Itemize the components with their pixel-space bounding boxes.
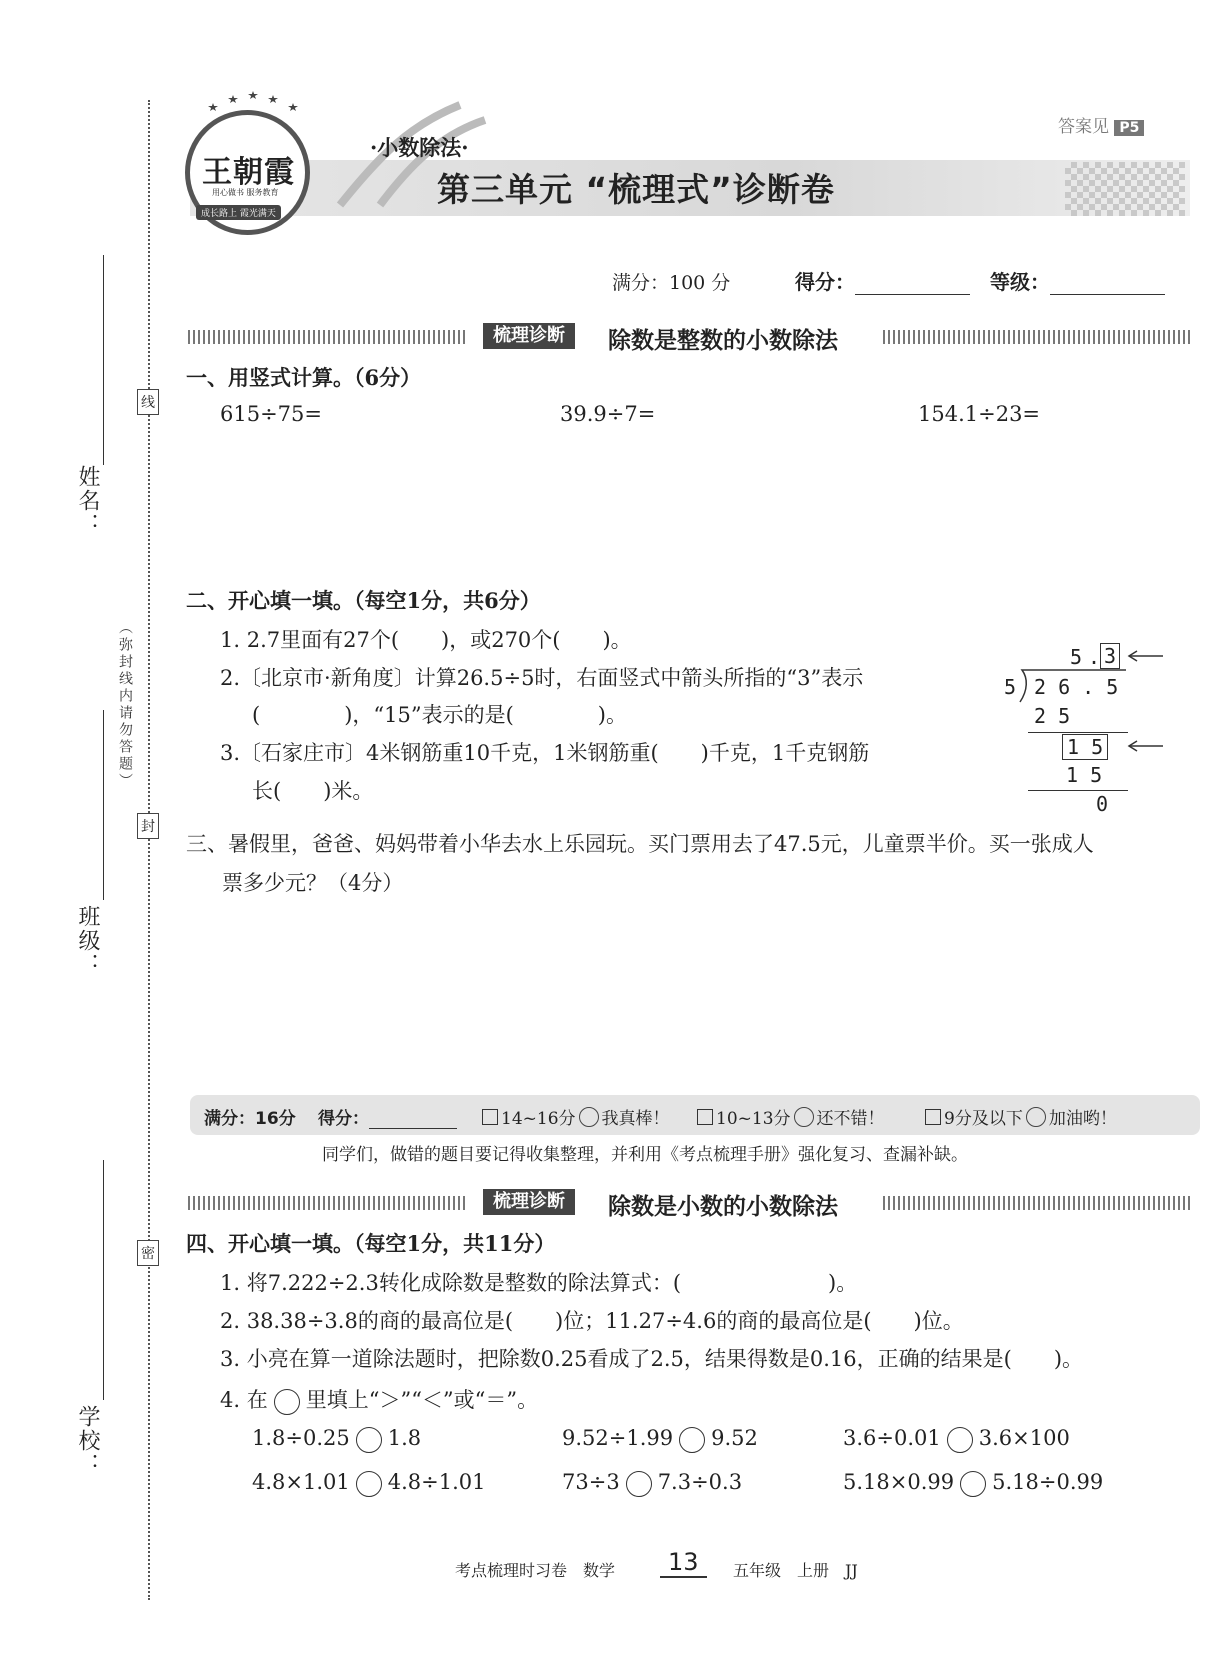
compare-6-left: 5.18×0.99	[843, 1470, 955, 1494]
band-option-1	[482, 1104, 670, 1129]
section2-tag: 梳理诊断	[483, 1189, 575, 1215]
logo-text: 王朝霞	[202, 155, 295, 190]
answer-ref	[1058, 112, 1144, 137]
q2-line-1: 1. 2.7里面有27个( )，或270个( )。	[220, 628, 632, 652]
q4-line-3: 3. 小亮在算一道除法题时，把除数0.25看成了2.5，结果得数是0.16，正确的结果是( )。	[220, 1347, 1084, 1371]
ld-quotient-dot: .	[1088, 645, 1101, 669]
logo-sub1: 用心做书 服务教育	[212, 188, 279, 197]
name-label: 姓名：	[75, 465, 100, 537]
seal-char-seal: 封	[137, 813, 159, 839]
section2-title: 除数是小数的小数除法	[608, 1194, 838, 1220]
band-option-2	[697, 1104, 885, 1129]
section2-ticks-right	[883, 1196, 1193, 1210]
seal-char-line: 线	[137, 389, 159, 415]
checkbox-2[interactable]	[697, 1109, 713, 1125]
compare-4-right: 4.8÷1.01	[387, 1470, 486, 1494]
ld-step1: 2 5	[1034, 704, 1071, 728]
brand-logo	[185, 110, 310, 235]
compare-1-right: 1.8	[387, 1426, 422, 1450]
compare-3-right: 3.6×100	[978, 1426, 1070, 1450]
footer-right: 五年级 上册 JJ	[733, 1561, 858, 1580]
band-opt2-range: 10~13分	[716, 1109, 791, 1129]
ld-remainder: 0	[1096, 792, 1109, 816]
section1-score-band	[190, 1095, 1200, 1135]
band-option-3	[925, 1104, 1117, 1129]
checkbox-3[interactable]	[925, 1109, 941, 1125]
page-title: 第三单元 “梳理式”诊断卷	[437, 170, 835, 209]
compare-2-circle[interactable]	[679, 1427, 705, 1453]
band-score-text: 得分：	[318, 1109, 369, 1129]
seal-char-secret: 密	[137, 1240, 159, 1266]
score-blank[interactable]	[855, 272, 970, 295]
grade-label	[990, 266, 1165, 295]
compare-3-circle[interactable]	[947, 1427, 973, 1453]
compare-6-right: 5.18÷0.99	[992, 1470, 1104, 1494]
name-blank-line	[103, 255, 104, 465]
compare-3-left: 3.6÷0.01	[843, 1426, 941, 1450]
band-score-blank[interactable]	[369, 1112, 457, 1129]
compare-1-circle[interactable]	[356, 1427, 382, 1453]
q4-line-1: 1. 将7.222÷2.3转化成除数是整数的除法算式：( )。	[220, 1271, 858, 1295]
ld-quotient-box: 3	[1100, 643, 1120, 669]
q4-line4-a: 4. 在	[220, 1388, 268, 1412]
q2-line-2: 2.〔北京市·新角度〕计算26.5÷5时，右面竖式中箭头所指的“3”表示	[220, 666, 864, 690]
q4-line-2: 2. 38.38÷3.8的商的最高位是( )位；11.27÷4.6的商的最高位是( )位。	[220, 1309, 964, 1333]
q2-line-3: ( )，“15”表示的是( )。	[252, 703, 627, 727]
band-opt1-text: 我真棒！	[601, 1109, 670, 1129]
section1-ticks-left	[188, 330, 468, 344]
q1-item-1: 615÷75=	[220, 402, 322, 426]
grade-label-text: 等级：	[990, 270, 1050, 294]
school-blank-line	[103, 1160, 104, 1400]
section1-ticks-right	[883, 330, 1193, 344]
q1-heading: 一、用竖式计算。（6分）	[186, 365, 422, 390]
q3-line-2: 票多少元？（4分）	[222, 871, 404, 895]
ld-step2: 1 5	[1062, 734, 1108, 760]
arrow-left-icon-2	[1125, 738, 1165, 754]
compare-5	[562, 1470, 742, 1497]
compare-1	[252, 1426, 421, 1453]
q1-item-3: 154.1÷23=	[918, 402, 1041, 426]
answer-page: P5	[1114, 120, 1144, 136]
ld-rule-2	[1028, 790, 1128, 791]
compare-2-right: 9.52	[711, 1426, 758, 1450]
compare-5-right: 7.3÷0.3	[657, 1470, 743, 1494]
unit-subtitle: ·小数除法·	[370, 135, 469, 160]
q1-item-2: 39.9÷7=	[560, 402, 656, 426]
compare-2	[562, 1426, 758, 1453]
school-label: 学校：	[75, 1405, 100, 1477]
score-label	[795, 266, 970, 295]
logo-stars-icon	[200, 89, 300, 119]
banner-checker-pattern	[1065, 162, 1185, 216]
answer-ref-label: 答案见	[1058, 117, 1109, 137]
compare-4-circle[interactable]	[356, 1471, 382, 1497]
compare-6-circle[interactable]	[960, 1471, 986, 1497]
q3-line-1: 三、暑假里，爸爸、妈妈带着小华去水上乐园玩。买门票用去了47.5元，儿童票半价。买一张成人	[186, 832, 1094, 856]
q2-line-5: 长( )米。	[252, 779, 374, 803]
ld-divisor: 5	[1004, 675, 1017, 699]
ld-quotient-int: 5	[1070, 645, 1083, 669]
compare-2-left: 9.52÷1.99	[562, 1426, 674, 1450]
ld-rule-1	[1028, 732, 1128, 733]
review-note: 同学们，做错的题目要记得收集整理，并利用《考点梳理手册》强化复习、查漏补缺。	[322, 1145, 968, 1165]
compare-3	[843, 1426, 1070, 1453]
logo-sub2: 成长路上 霞光满天	[196, 205, 281, 220]
section2-ticks-left	[188, 1196, 468, 1210]
circle-blank-icon	[274, 1389, 300, 1415]
section1-title: 除数是整数的小数除法	[608, 328, 838, 354]
band-opt2-text: 还不错！	[816, 1109, 885, 1129]
compare-4-left: 4.8×1.01	[252, 1470, 350, 1494]
section1-bar	[188, 322, 1198, 352]
band-score	[318, 1104, 457, 1129]
full-score: 满分：100 分	[612, 272, 731, 294]
score-label-text: 得分：	[795, 270, 855, 294]
cheer-face-icon	[1026, 1107, 1046, 1127]
band-opt3-range: 9分及以下	[944, 1109, 1023, 1129]
class-blank-line	[103, 710, 104, 900]
section1-tag: 梳理诊断	[483, 323, 575, 349]
q4-line-4	[220, 1384, 538, 1415]
band-opt1-range: 14~16分	[501, 1109, 576, 1129]
compare-4	[252, 1470, 486, 1497]
happy-face-icon	[579, 1107, 599, 1127]
ld-dividend: 2 6 . 5	[1034, 675, 1119, 699]
footer-left: 考点梳理时习卷 数学	[455, 1561, 616, 1580]
q2-line-4: 3.〔石家庄市〕4米钢筋重10千克，1米钢筋重( )千克，1千克钢筋	[220, 741, 870, 765]
checkbox-1[interactable]	[482, 1109, 498, 1125]
compare-5-circle[interactable]	[626, 1471, 652, 1497]
band-opt3-text: 加油哟！	[1048, 1109, 1117, 1129]
band-full: 满分：16分	[204, 1109, 296, 1129]
section2-bar	[188, 1188, 1198, 1218]
smile-face-icon	[794, 1107, 814, 1127]
seal-note: （弥封线内请勿答题）	[117, 620, 133, 790]
q4-heading: 四、开心填一填。（每空1分，共11分）	[186, 1231, 556, 1256]
class-label: 班级：	[75, 905, 100, 977]
q2-heading: 二、开心填一填。（每空1分，共6分）	[186, 588, 541, 613]
grade-blank[interactable]	[1050, 272, 1165, 295]
compare-1-left: 1.8÷0.25	[252, 1426, 350, 1450]
compare-6	[843, 1470, 1103, 1497]
page-number: 13	[660, 1548, 707, 1578]
q4-line4-b: 里填上“＞”“＜”或“＝”。	[305, 1388, 539, 1412]
compare-5-left: 73÷3	[562, 1470, 620, 1494]
ld-step3: 1 5	[1066, 763, 1103, 787]
arrow-left-icon	[1125, 648, 1165, 664]
binding-dashed-line	[148, 100, 150, 1600]
